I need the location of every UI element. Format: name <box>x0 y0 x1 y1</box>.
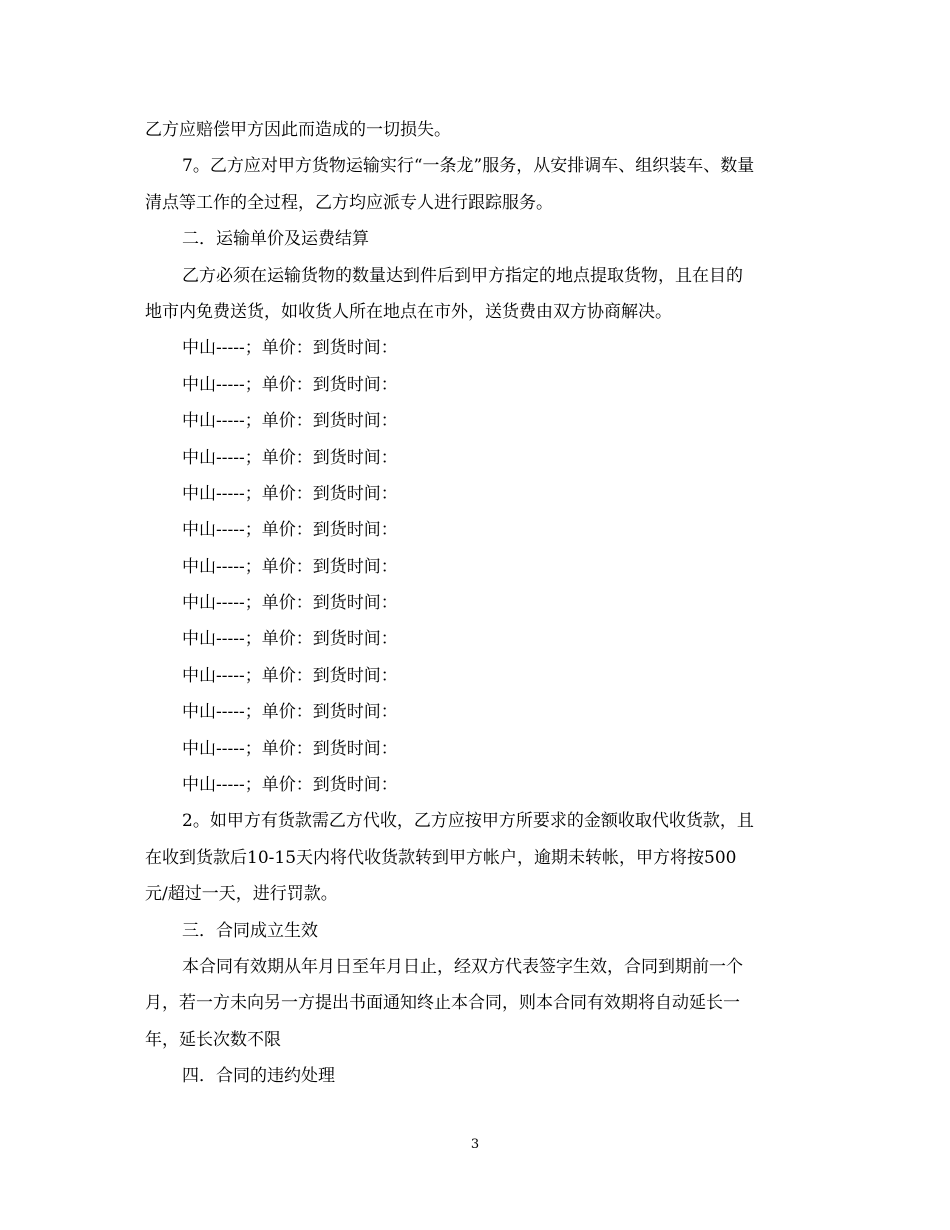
price-line: 中山-----；单价：到货时间： <box>182 629 398 650</box>
price-line: 中山-----；单价：到货时间： <box>182 411 398 432</box>
text-line: 乙方应赔偿甲方因此而造成的一切损失。 <box>145 120 451 140</box>
text-line: 月，若一方未向另一方提出书面通知终止本合同，则本合同有效期将自动延长一 <box>145 993 740 1014</box>
text-line: 2。如甲方有货款需乙方代收，乙方应按甲方所要求的金额收取代收货款，且 <box>182 811 754 832</box>
text-line: 7。乙方应对甲方货物运输实行“一条龙”服务，从安排调车、组织装车、数量 <box>182 156 755 177</box>
document-body <box>145 112 810 1095</box>
price-line: 中山-----；单价：到货时间： <box>182 775 398 796</box>
price-line: 中山-----；单价：到货时间： <box>182 483 398 504</box>
price-line: 中山-----；单价：到货时间： <box>182 447 398 468</box>
price-line: 中山-----；单价：到货时间： <box>182 665 398 686</box>
price-line: 中山-----；单价：到货时间： <box>182 338 398 359</box>
price-line: 中山-----；单价：到货时间： <box>182 374 398 395</box>
text-line: 地市内免费送货，如收货人所在地点在市外，送货费由双方协商解决。 <box>145 301 672 322</box>
page-number: 3 <box>470 1137 480 1152</box>
text-line: 乙方必须在运输货物的数量达到件后到甲方指定的地点提取货物，且在目的 <box>182 265 743 286</box>
text-line: 年，延长次数不限 <box>145 1029 281 1050</box>
text-line: 清点等工作的全过程，乙方均应派专人进行跟踪服务。 <box>145 192 553 213</box>
price-line: 中山-----；单价：到货时间： <box>182 702 398 723</box>
price-line: 中山-----；单价：到货时间： <box>182 593 398 614</box>
price-line: 中山-----；单价：到货时间： <box>182 556 398 577</box>
text-line: 元/超过一天，进行罚款。 <box>145 884 338 905</box>
section-heading: 三．合同成立生效 <box>182 920 318 941</box>
text-line: 在收到货款后10-15天内将代收货款转到甲方帐户，逾期未转帐，甲方将按500 <box>145 847 737 868</box>
section-heading: 二．运输单价及运费结算 <box>182 229 369 250</box>
text-line: 本合同有效期从年月日至年月日止，经双方代表签字生效，合同到期前一个 <box>182 956 743 977</box>
section-heading: 四．合同的违约处理 <box>182 1066 335 1087</box>
price-line: 中山-----；单价：到货时间： <box>182 520 398 541</box>
price-line: 中山-----；单价：到货时间： <box>182 738 398 759</box>
